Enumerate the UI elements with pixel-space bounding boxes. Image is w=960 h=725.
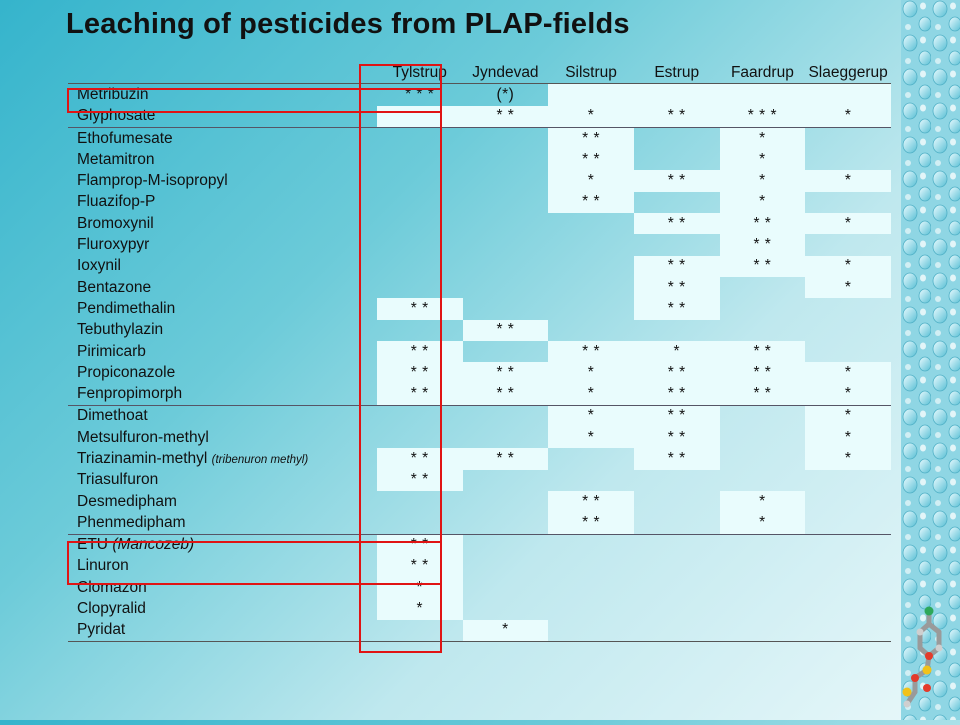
leaching-value-cell (720, 534, 806, 556)
leaching-value-cell: * * (634, 362, 720, 383)
pesticide-note: (tribenuron methyl) (211, 453, 309, 466)
leaching-value-cell (634, 577, 720, 598)
leaching-value-cell: * (805, 170, 891, 191)
leaching-value-cell: * * (377, 448, 463, 469)
leaching-value-cell: * * (548, 341, 634, 362)
leaching-value-cell (463, 491, 549, 512)
leaching-value-cell: * * * (405, 85, 435, 103)
leaching-value-cell (548, 277, 634, 298)
leaching-value-cell: * * (720, 234, 806, 255)
leaching-value-cell: * * (634, 383, 720, 405)
table-row (68, 512, 891, 534)
leaching-value-cell (548, 320, 634, 341)
leaching-value-cell: * * (377, 298, 463, 319)
leaching-value-cell: * (720, 127, 806, 149)
table-row (68, 213, 891, 234)
pesticide-name: Pendimethalin (77, 299, 176, 317)
table-row (68, 320, 891, 341)
leaching-value-cell (377, 234, 463, 255)
table-row (68, 470, 891, 491)
leaching-value-cell (548, 213, 634, 234)
leaching-value-cell: * * (548, 149, 634, 170)
column-header: Estrup (634, 62, 720, 84)
leaching-value-cell (377, 405, 463, 427)
leaching-value-cell (377, 620, 463, 642)
leaching-value-cell: * (720, 170, 806, 191)
leaching-value-cell (720, 427, 806, 448)
leaching-value-cell: * * (463, 448, 549, 469)
leaching-value-cell: * * (548, 512, 634, 534)
table-body (68, 84, 891, 642)
leaching-value-cell (463, 405, 549, 427)
leaching-value-cell (548, 556, 634, 577)
leaching-value-cell (634, 470, 720, 491)
leaching-value-cell: * * (634, 106, 720, 128)
leaching-table (68, 62, 891, 642)
leaching-value-cell: * (805, 362, 891, 383)
leaching-value-cell (463, 470, 549, 491)
pesticide-name-cell (68, 405, 377, 427)
slide-title: Leaching of pesticides from PLAP-fields (66, 8, 630, 40)
table-row (68, 234, 891, 255)
table-row (68, 534, 891, 556)
leaching-value-cell: * * (634, 298, 720, 319)
column-header: Tylstrup (377, 62, 463, 84)
column-header: Faardrup (720, 62, 806, 84)
table-row (68, 427, 891, 448)
pesticide-name: ETU (77, 536, 108, 554)
table-row (68, 192, 891, 213)
pesticide-name-cell (68, 556, 377, 577)
pesticide-name: Bromoxynil (77, 214, 154, 232)
leaching-value-cell: * * (377, 383, 463, 405)
leaching-value-cell (805, 470, 891, 491)
leaching-value-cell (720, 448, 806, 469)
leaching-value-cell (634, 84, 720, 106)
pesticide-name-cell (68, 470, 377, 491)
leaching-value-cell (548, 598, 634, 619)
leaching-value-cell: * (377, 598, 463, 619)
leaching-value-cell (548, 577, 634, 598)
table-row (68, 598, 891, 619)
leaching-value-cell (634, 491, 720, 512)
leaching-value-cell (463, 298, 549, 319)
table-row (68, 127, 891, 149)
pesticide-name-cell (68, 213, 377, 234)
leaching-value-cell (634, 234, 720, 255)
leaching-value-cell (548, 234, 634, 255)
leaching-value-cell (377, 512, 463, 534)
leaching-value-cell (377, 213, 463, 234)
leaching-value-cell (463, 213, 549, 234)
leaching-value-cell: * * (634, 170, 720, 191)
pesticide-name: Fluroxypyr (77, 236, 150, 254)
pesticide-name-cell (68, 448, 377, 469)
leaching-value-cell: * * (463, 383, 549, 405)
column-header: Silstrup (548, 62, 634, 84)
table-row (68, 405, 891, 427)
leaching-value-cell: * * (377, 534, 463, 556)
leaching-value-cell (805, 234, 891, 255)
table-row (68, 556, 891, 577)
pesticide-name-cell (68, 298, 377, 319)
table-row (68, 298, 891, 319)
leaching-value-cell (720, 598, 806, 619)
pesticide-name: Pyridat (77, 621, 126, 639)
table-row (68, 149, 891, 170)
leaching-value-cell (463, 427, 549, 448)
leaching-value-cell: * * (377, 470, 463, 491)
leaching-value-cell: * (377, 577, 463, 598)
pesticide-name-cell (68, 192, 377, 213)
leaching-value-cell (805, 341, 891, 362)
pesticide-note: (Mancozeb) (112, 536, 195, 554)
leaching-value-cell (377, 127, 463, 149)
leaching-value-cell: * * (463, 106, 549, 128)
leaching-value-cell (377, 320, 463, 341)
pesticide-name: Ioxynil (77, 257, 121, 275)
leaching-value-cell: * * (377, 556, 463, 577)
pesticide-name: Tebuthylazin (77, 321, 164, 339)
leaching-table-container (68, 62, 891, 642)
leaching-value-cell: * * (634, 405, 720, 427)
pesticide-name: Clopyralid (77, 600, 146, 618)
pesticide-name: Bentazone (77, 278, 152, 296)
leaching-value-cell (377, 256, 463, 277)
leaching-value-cell (720, 298, 806, 319)
leaching-value-cell: * (463, 620, 549, 642)
leaching-value-cell: * (548, 383, 634, 405)
pesticide-name: Flamprop-M-isopropyl (77, 172, 228, 190)
pesticide-name: Ethofumesate (77, 129, 173, 147)
table-row (68, 277, 891, 298)
leaching-value-cell (805, 491, 891, 512)
leaching-value-cell (634, 620, 720, 642)
leaching-value-cell: * (548, 170, 634, 191)
leaching-value-cell: * * (720, 383, 806, 405)
leaching-value-cell (720, 405, 806, 427)
table-row (68, 362, 891, 383)
leaching-value-cell: * * * (720, 106, 806, 128)
pesticide-name: Metsulfuron-methyl (77, 428, 209, 446)
leaching-value-cell (463, 512, 549, 534)
pesticide-name: Dimethoat (77, 407, 148, 425)
leaching-value-cell: * * (634, 256, 720, 277)
leaching-value-cell: * * (548, 192, 634, 213)
pesticide-name: Triazinamin-methyl (77, 449, 208, 467)
leaching-value-cell (805, 598, 891, 619)
leaching-value-cell (463, 598, 549, 619)
leaching-value-cell (463, 341, 549, 362)
leaching-value-cell (463, 556, 549, 577)
header-blank (68, 62, 377, 84)
leaching-value-cell (463, 170, 549, 191)
leaching-value-cell: * (805, 405, 891, 427)
leaching-value-cell (805, 320, 891, 341)
leaching-value-cell (634, 598, 720, 619)
leaching-value-cell (805, 534, 891, 556)
leaching-value-cell: * (805, 448, 891, 469)
pesticide-name-cell (68, 427, 377, 448)
leaching-value-cell (805, 84, 891, 106)
leaching-value-cell (377, 170, 463, 191)
leaching-value-cell (377, 192, 463, 213)
leaching-value-cell (634, 556, 720, 577)
leaching-value-cell (805, 577, 891, 598)
pesticide-name: Pirimicarb (77, 342, 146, 360)
leaching-value-cell: * (548, 106, 634, 128)
leaching-value-cell (805, 149, 891, 170)
leaching-value-cell: * (548, 405, 634, 427)
leaching-value-cell: * * (720, 362, 806, 383)
pesticide-name-cell (68, 534, 377, 556)
leaching-value-cell (548, 256, 634, 277)
pesticide-name-cell (68, 362, 377, 383)
table-row (68, 448, 891, 469)
column-header: Slaeggerup (805, 62, 891, 84)
leaching-value-cell: * (805, 213, 891, 234)
pesticide-name: Metamitron (77, 150, 155, 168)
pesticide-name-cell (68, 170, 377, 191)
leaching-value-cell: * * (720, 341, 806, 362)
leaching-value-cell: * * (634, 277, 720, 298)
leaching-value-cell (720, 84, 806, 106)
molecule-decoration (895, 600, 960, 720)
pesticide-name: Triasulfuron (77, 471, 159, 489)
leaching-value-cell (463, 149, 549, 170)
leaching-value-cell (805, 298, 891, 319)
leaching-value-cell (634, 320, 720, 341)
pesticide-name: Fenpropimorph (77, 385, 183, 403)
leaching-value-cell: * (720, 512, 806, 534)
leaching-value-cell (377, 277, 463, 298)
leaching-value-cell: * (720, 192, 806, 213)
table-row (68, 256, 891, 277)
table-row (68, 620, 891, 642)
pesticide-name-cell (68, 383, 377, 405)
leaching-value-cell (720, 470, 806, 491)
table-row (68, 577, 891, 598)
leaching-value-cell (634, 512, 720, 534)
leaching-value-cell (463, 127, 549, 149)
pesticide-name-cell (68, 320, 377, 341)
pesticide-name-cell (68, 127, 377, 149)
pesticide-name-cell (68, 491, 377, 512)
leaching-value-cell (463, 192, 549, 213)
leaching-value-cell (548, 620, 634, 642)
pesticide-name-cell (68, 149, 377, 170)
leaching-value-cell (634, 149, 720, 170)
pesticide-name-cell (68, 84, 377, 106)
leaching-value-cell (463, 277, 549, 298)
leaching-value-cell: * (548, 362, 634, 383)
leaching-value-cell (548, 298, 634, 319)
pesticide-name: Linuron (77, 557, 129, 575)
leaching-value-cell: * (720, 491, 806, 512)
leaching-value-cell (634, 127, 720, 149)
pesticide-name: Glyphosate (77, 107, 156, 125)
pesticide-name: Metribuzin (77, 85, 149, 103)
leaching-value-cell: * * (548, 127, 634, 149)
header-row (68, 62, 891, 84)
leaching-value-cell (805, 556, 891, 577)
leaching-value-cell (377, 106, 463, 128)
leaching-value-cell (463, 534, 549, 556)
leaching-value-cell (377, 491, 463, 512)
leaching-value-cell: * * (548, 491, 634, 512)
pesticide-name-cell (68, 106, 377, 128)
leaching-value-cell (634, 534, 720, 556)
leaching-value-cell: * * (720, 256, 806, 277)
pesticide-name-cell (68, 341, 377, 362)
leaching-value-cell (720, 620, 806, 642)
pesticide-name-cell (68, 620, 377, 642)
pesticide-name-cell (68, 598, 377, 619)
table-row (68, 491, 891, 512)
leaching-value-cell (548, 448, 634, 469)
leaching-value-cell: * (548, 427, 634, 448)
pesticide-name-cell (68, 577, 377, 598)
table-row (68, 84, 891, 106)
leaching-value-cell (805, 192, 891, 213)
pesticide-name-cell (68, 234, 377, 255)
table-row (68, 170, 891, 191)
pesticide-name: Phenmedipham (77, 513, 186, 531)
table-row (68, 341, 891, 362)
leaching-value-cell (377, 427, 463, 448)
leaching-value-cell (720, 577, 806, 598)
leaching-value-cell (805, 127, 891, 149)
leaching-value-cell: * (634, 341, 720, 362)
leaching-value-cell: * (805, 256, 891, 277)
pesticide-name-cell (68, 256, 377, 277)
leaching-value-cell (720, 277, 806, 298)
leaching-value-cell: * * (463, 362, 549, 383)
leaching-value-cell: * * (377, 341, 463, 362)
leaching-value-cell: * (805, 277, 891, 298)
pesticide-name: Fluazifop-P (77, 193, 156, 211)
leaching-value-cell (463, 256, 549, 277)
table-row (68, 383, 891, 405)
leaching-value-cell (463, 577, 549, 598)
pesticide-name: Clomazon (77, 578, 147, 596)
leaching-value-cell (805, 620, 891, 642)
leaching-value-cell (548, 470, 634, 491)
leaching-value-cell (548, 534, 634, 556)
leaching-value-cell: * * (463, 320, 549, 341)
table-row (68, 106, 891, 128)
leaching-value-cell: * * (634, 213, 720, 234)
leaching-value-cell (377, 149, 463, 170)
leaching-value-cell: (*) (496, 85, 515, 103)
leaching-value-cell (720, 556, 806, 577)
leaching-value-cell (805, 512, 891, 534)
column-header: Jyndevad (463, 62, 549, 84)
leaching-value-cell: * * (634, 427, 720, 448)
pesticide-name: Desmedipham (77, 492, 177, 510)
leaching-value-cell: * (805, 106, 891, 128)
pesticide-name-cell (68, 277, 377, 298)
leaching-value-cell: * (805, 383, 891, 405)
leaching-value-cell (720, 320, 806, 341)
leaching-value-cell: * (805, 427, 891, 448)
leaching-value-cell: * * (634, 448, 720, 469)
leaching-value-cell: * * (377, 362, 463, 383)
leaching-value-cell: * * (720, 213, 806, 234)
leaching-value-cell (548, 84, 634, 106)
leaching-value-cell (634, 192, 720, 213)
pesticide-name: Propiconazole (77, 363, 176, 381)
pesticide-name-cell (68, 512, 377, 534)
leaching-value-cell (463, 234, 549, 255)
leaching-value-cell: * (720, 149, 806, 170)
